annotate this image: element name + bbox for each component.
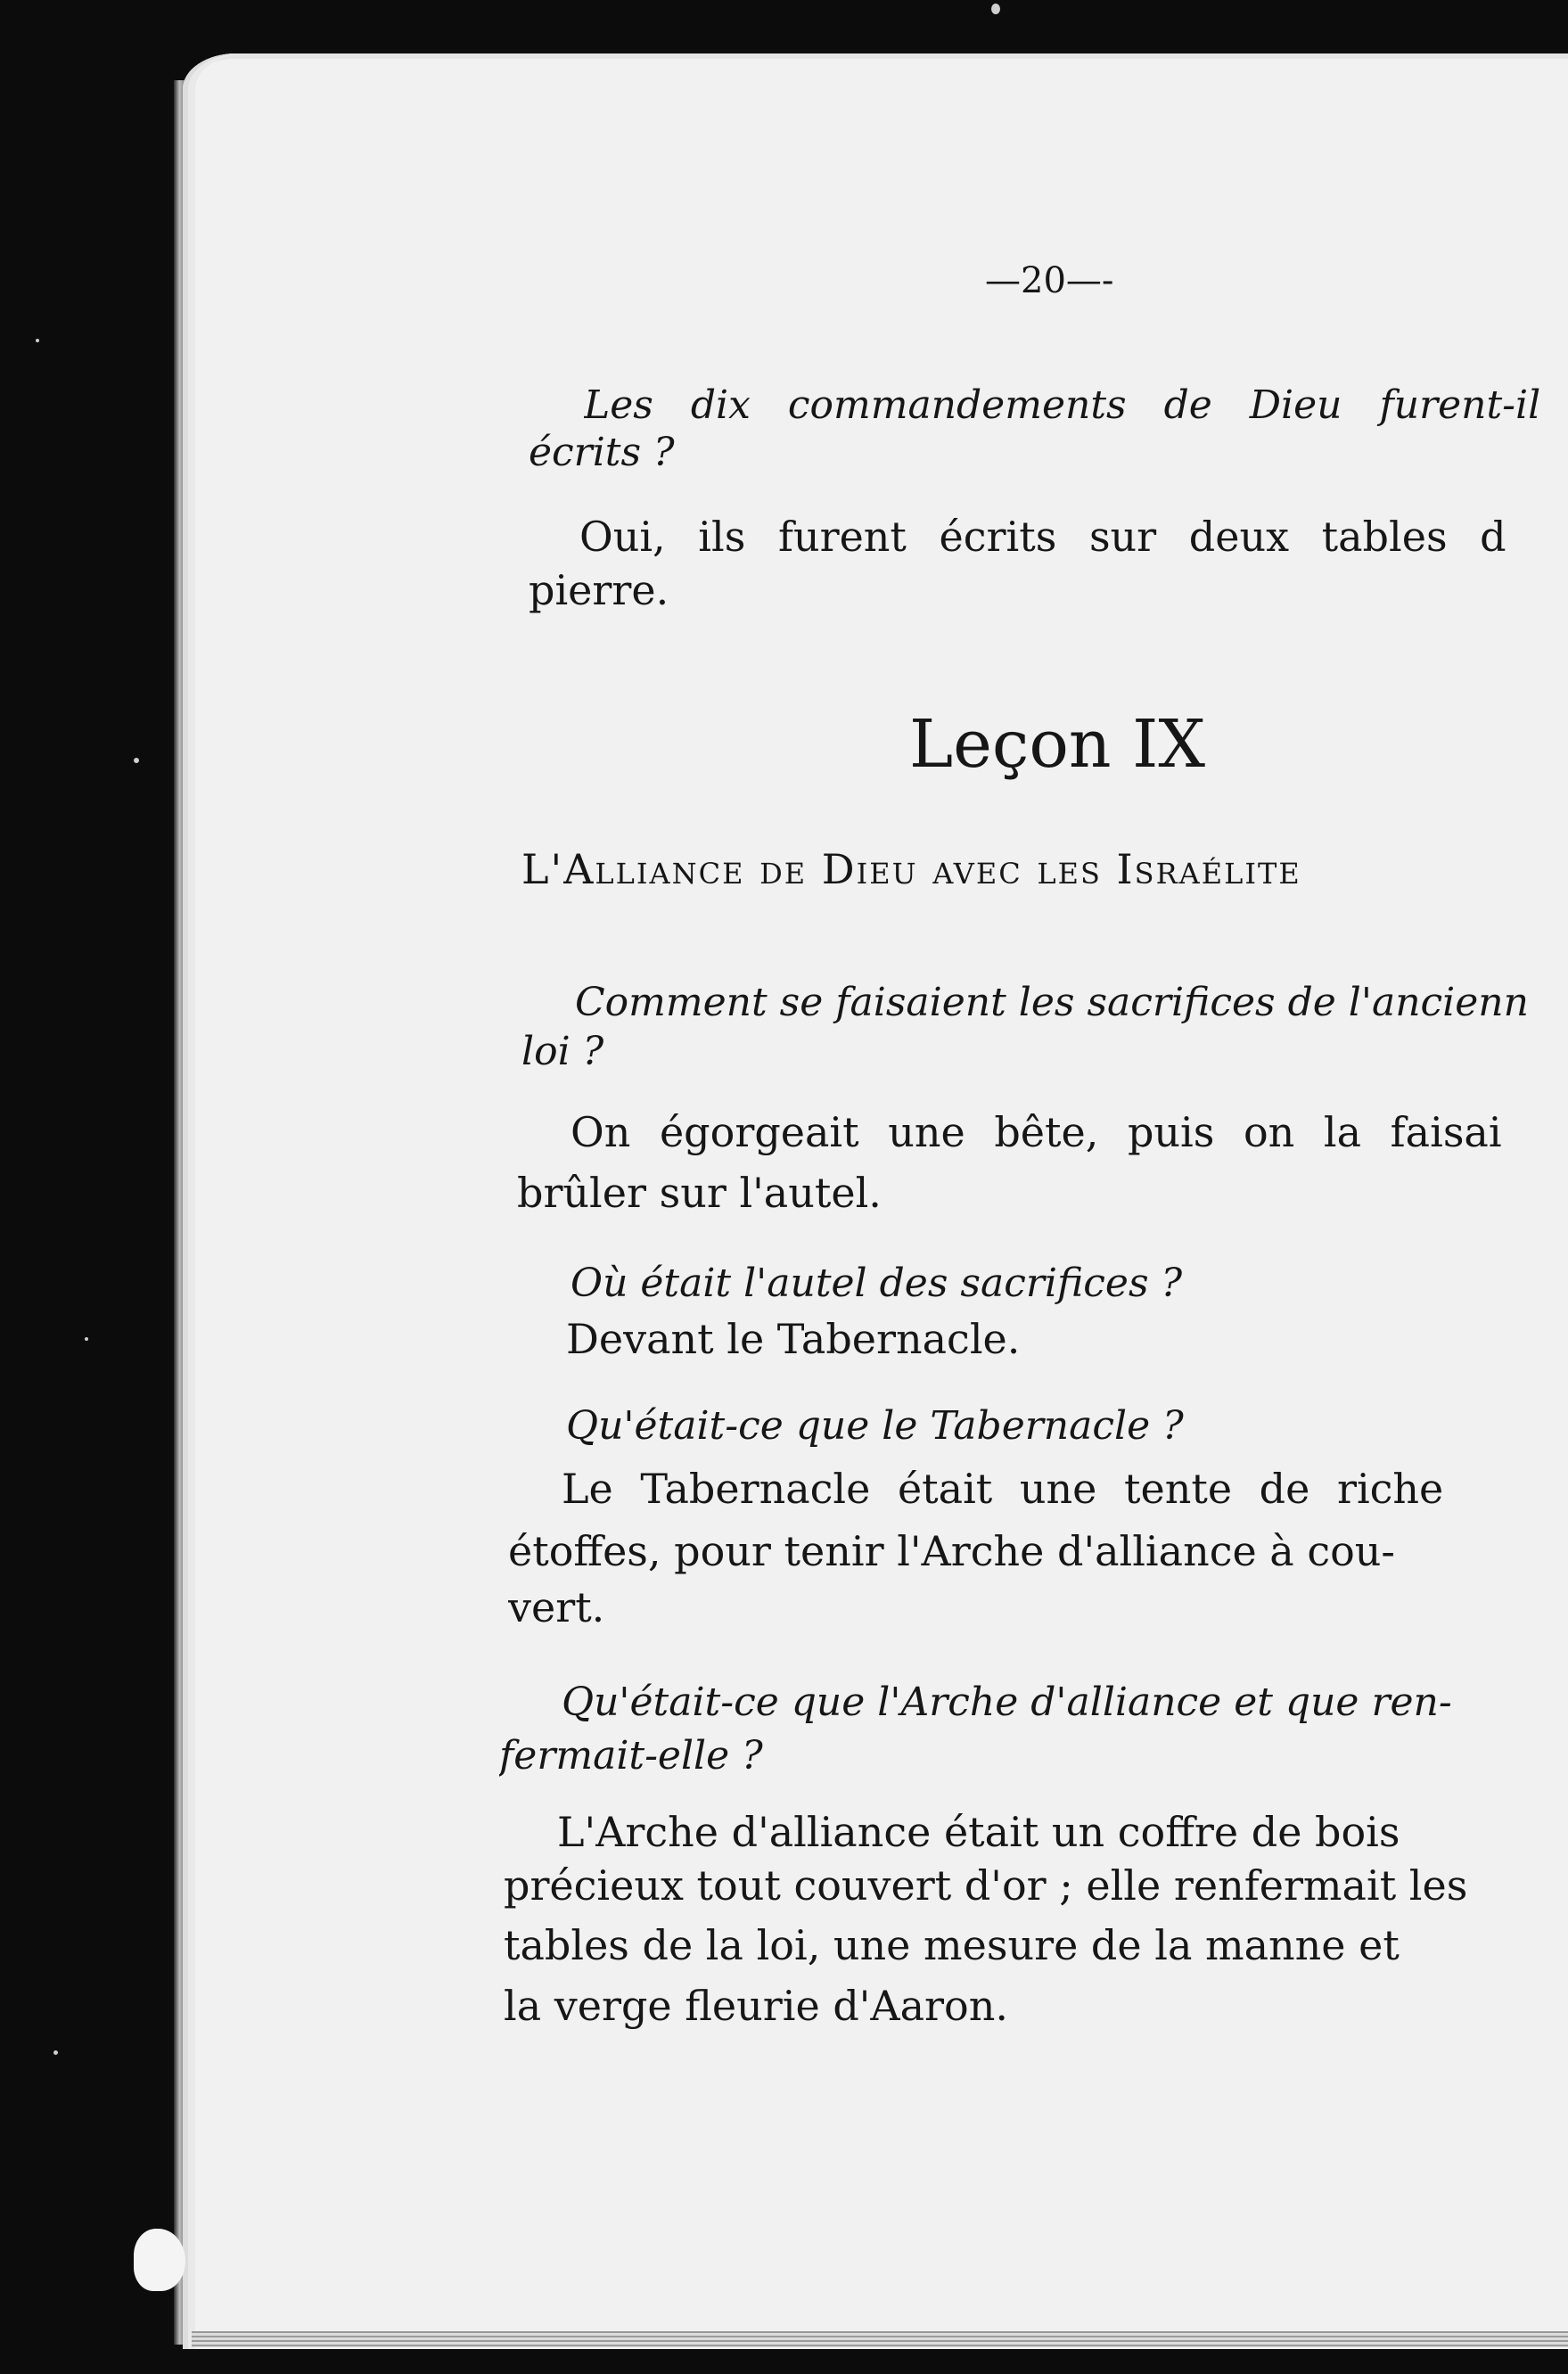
answer-5-line-1: L'Arche d'alliance était un coffre de bois (557, 1808, 1400, 1856)
question-2-line-1: Comment se faisaient les sacrifices de l'ancienn (575, 980, 1529, 1025)
page-number: —20—- (985, 260, 1114, 301)
answer-5-line-4: la verge fleurie d'Aaron. (504, 1982, 1008, 2030)
lesson-title: Leçon IX (909, 706, 1206, 783)
answer-4-line-3: vert. (508, 1583, 605, 1631)
question-4: Qu'était-ce que le Tabernacle ? (566, 1403, 1184, 1449)
answer-1-line-2: pierre. (529, 566, 669, 614)
answer-2-line-2: brûler sur l'autel. (517, 1169, 882, 1217)
answer-4-line-1: Le Tabernacle était une tente de riche (562, 1465, 1444, 1513)
answer-1-line-1: Oui, ils furent écrits sur deux tables d (579, 513, 1506, 561)
question-1-line-1: Les dix commandements de Dieu furent-il (584, 382, 1541, 428)
answer-5-line-2: précieux tout couvert d'or ; elle renfermait les (504, 1861, 1468, 1910)
question-5-line-1: Qu'était-ce que l'Arche d'alliance et que ren- (562, 1680, 1452, 1725)
question-5-line-2: fermait-elle ? (499, 1733, 763, 1778)
question-3: Où était l'autel des sacrifices ? (571, 1261, 1183, 1306)
question-1-line-2: écrits ? (529, 430, 675, 475)
question-2-line-2: loi ? (521, 1029, 604, 1074)
answer-4-line-2: étoffes, pour tenir l'Arche d'alliance à cou- (508, 1527, 1395, 1575)
answer-3: Devant le Tabernacle. (566, 1315, 1021, 1363)
lesson-subtitle: L'Alliance de Dieu avec les Israélite (521, 845, 1301, 893)
answer-5-line-3: tables de la loi, une mesure de la manne et (504, 1921, 1400, 1969)
answer-2-line-1: On égorgeait une bête, puis on la faisai (571, 1108, 1502, 1156)
